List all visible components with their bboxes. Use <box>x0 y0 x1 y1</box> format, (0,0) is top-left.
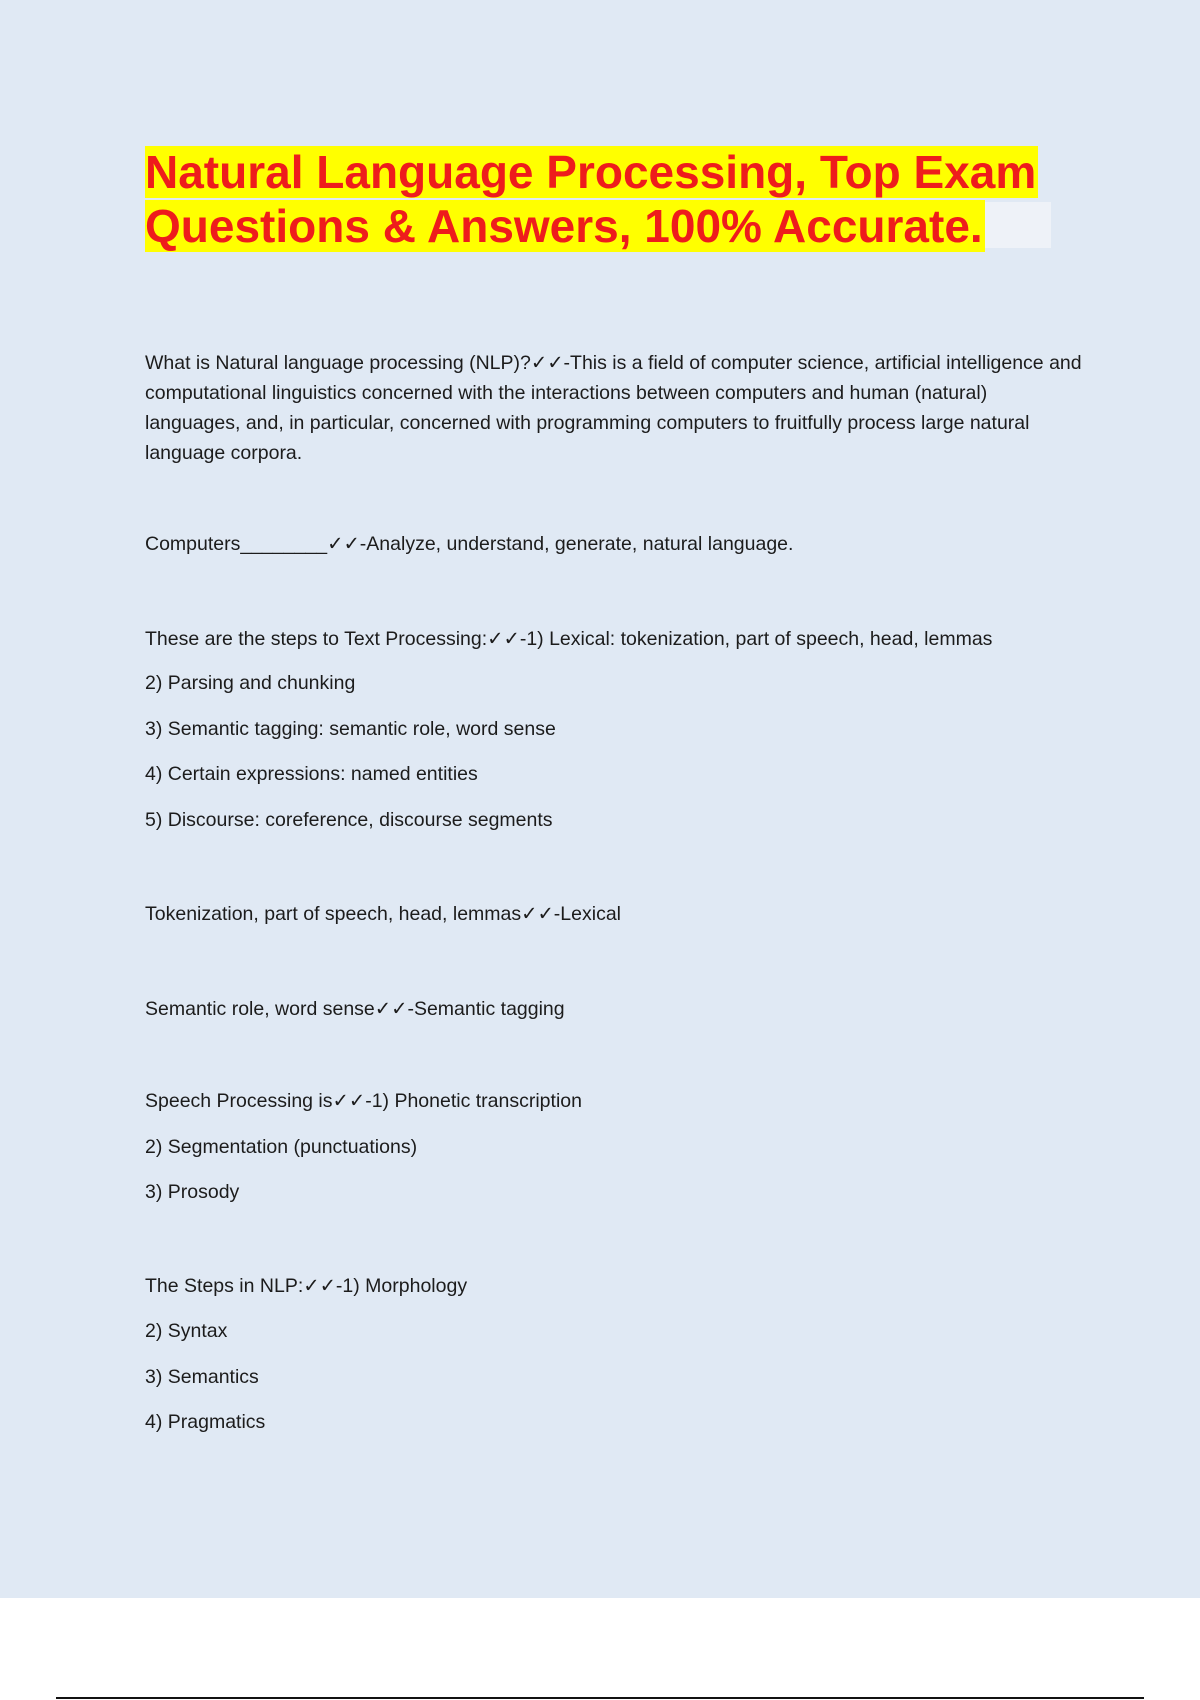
qa-entry-nlp-definition: What is Natural language processing (NLP)?✓✓-This is a field of computer science, artificial intelligence and computational linguistics concerned with the interactions between computers and human (natural) languages, and, in particular, concerned with programming computers to fruitfully process large natural language corpora. <box>145 352 1082 464</box>
list-item: 5) Discourse: coreference, discourse segments <box>145 809 553 831</box>
list-item: 2) Segmentation (punctuations) <box>145 1136 418 1158</box>
title-highlight-tail <box>985 202 1051 248</box>
list-item: 4) Certain expressions: named entities <box>145 763 478 785</box>
list-item: 3) Semantic tagging: semantic role, word sense <box>145 718 556 740</box>
list-item: 4) Pragmatics <box>145 1411 266 1433</box>
qa-entry-semantic-tagging: Semantic role, word sense✓✓-Semantic tagging <box>145 998 565 1020</box>
qa-entry-nlp-steps: The Steps in NLP:✓✓-1) Morphology <box>145 1275 468 1297</box>
list-item: 2) Syntax <box>145 1320 228 1342</box>
qa-entry-computers: Computers________✓✓-Analyze, understand, generate, natural language. <box>145 533 794 555</box>
list-item: 3) Prosody <box>145 1181 240 1203</box>
document-title <box>145 145 1095 253</box>
title-line-2: Questions & Answers, 100% Accurate. <box>145 200 983 252</box>
qa-entry-text-processing-steps: These are the steps to Text Processing:✓✓-1) Lexical: tokenization, part of speech, head, lemmas <box>145 628 993 650</box>
list-item: 2) Parsing and chunking <box>145 672 356 694</box>
footer-rule <box>56 1697 1144 1699</box>
title-line-1: Natural Language Processing, Top Exam <box>145 146 1037 198</box>
qa-entry-lexical: Tokenization, part of speech, head, lemmas✓✓-Lexical <box>145 903 621 925</box>
qa-entry-speech-processing: Speech Processing is✓✓-1) Phonetic transcription <box>145 1090 582 1112</box>
list-item: 3) Semantics <box>145 1366 259 1388</box>
